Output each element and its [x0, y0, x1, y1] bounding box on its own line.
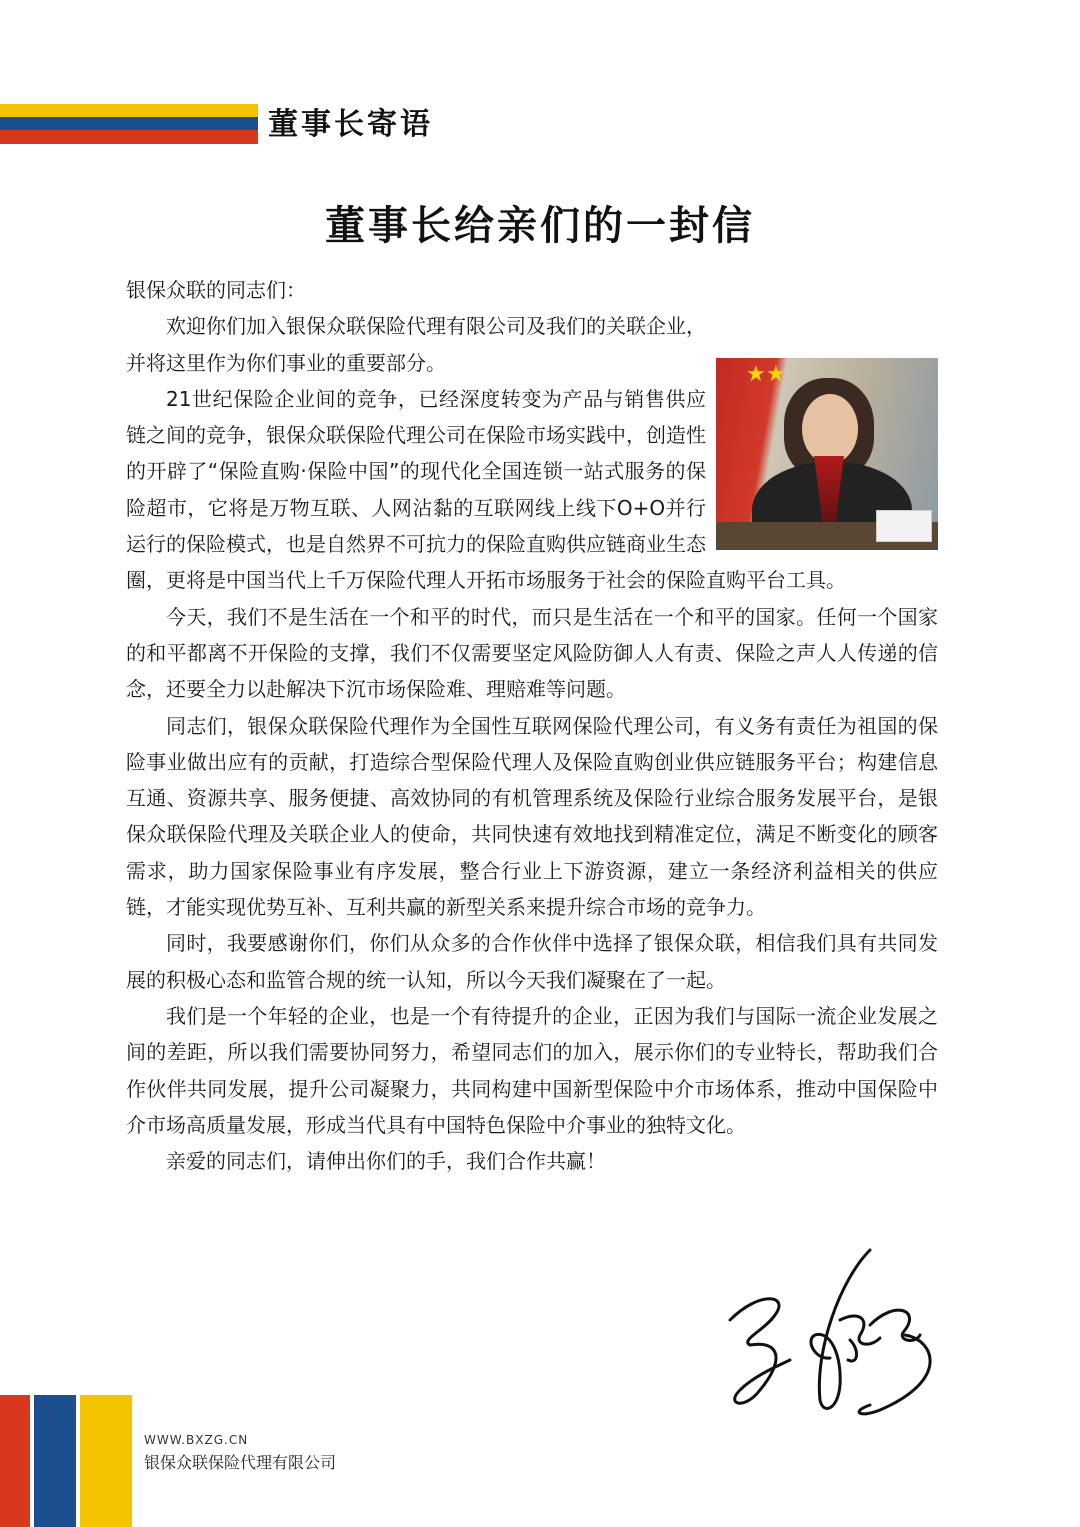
letter-paragraph: 21世纪保险企业间的竞争，已经深度转变为产品与销售供应链之间的竞争，银保众联保险代理公司在保险市场实践中，创造性的开辟了“保险直购·保险中国”的现代化全国连锁一站式服务的保险超市，它将是万物互联、人网沾黏的互联网线上线下O+O并行运行的保险模式，也是自然界不可抗力的保险直购供应链商业生态圈，更将是中国当代上千万保险代理人开拓市场服务于社会的保险直购平台工具。 — [126, 386, 846, 593]
letter-paragraph: 亲爱的同志们，请伸出你们的手，我们合作共赢！ — [166, 1149, 606, 1174]
letter-paragraph: 欢迎你们加入银保众联保险代理有限公司及我们的关联企业，并将这里作为你们事业的重要部分。 — [126, 314, 706, 375]
chairman-photo — [716, 358, 938, 550]
letter-paragraph: 同时，我要感谢你们，你们从众多的合作伙伴中选择了银保众联，相信我们具有共同发展的积极心态和监管合规的统一认知，所以今天我们凝聚在了一起。 — [126, 931, 938, 992]
footer-stripe-blue — [34, 1395, 76, 1527]
letter-body — [126, 272, 938, 1179]
signature — [720, 1240, 960, 1420]
flag-star-icon: ★ — [746, 362, 766, 387]
footer-company-name: 银保众联保险代理有限公司 — [144, 1453, 337, 1472]
header-stripe-yellow — [0, 104, 258, 117]
flag-star-icon: ★ — [766, 362, 786, 387]
letter-paragraph: 我们是一个年轻的企业，也是一个有待提升的企业，正因为我们与国际一流企业发展之间的差距，所以我们需要协同努力，希望同志们的加入，展示你们的专业特长，帮助我们合作伙伴共同发展，提升公司凝聚力，共同构建中国新型保险中介市场体系，推动中国保险中介市场高质量发展，形成当代具有中国特色保险中介事业的独特文化。 — [126, 1003, 938, 1137]
section-title: 董事长寄语 — [268, 107, 433, 142]
footer-url[interactable]: WWW.BXZG.CN — [144, 1433, 249, 1447]
header-stripe-blue — [0, 117, 258, 130]
footer-stripe-red — [0, 1395, 30, 1527]
letter-salutation: 银保众联的同志们： — [126, 278, 306, 302]
letter-paragraph: 今天，我们不是生活在一个和平的时代，而只是生活在一个和平的国家。任何一个国家的和平都离不开保险的支撑，我们不仅需要坚定风险防御人人有责、保险之声人人传递的信念，还要全力以赴解决下沉市场保险难、理赔难等问题。 — [126, 604, 938, 702]
footer-stripe-yellow — [80, 1395, 132, 1527]
letter-title: 董事长给亲们的一封信 — [325, 203, 755, 249]
header-stripe-red — [0, 130, 258, 144]
letter-paragraph: 同志们，银保众联保险代理作为全国性互联网保险代理公司，有义务有责任为祖国的保险事业做出应有的贡献，打造综合型保险代理人及保险直购创业供应链服务平台；构建信息互通、资源共享、服务便捷、高效协同的有机管理系统及保险行业综合服务发展平台，是银保众联保险代理及关联企业人的使命，共同快速有效地找到精准定位，满足不断变化的顾客需求，助力国家保险事业有序发展，整合行业上下游资源，建立一条经济利益相关的供应链，才能实现优势互补、互利共赢的新型关系来提升综合市场的竞争力。 — [126, 713, 938, 920]
